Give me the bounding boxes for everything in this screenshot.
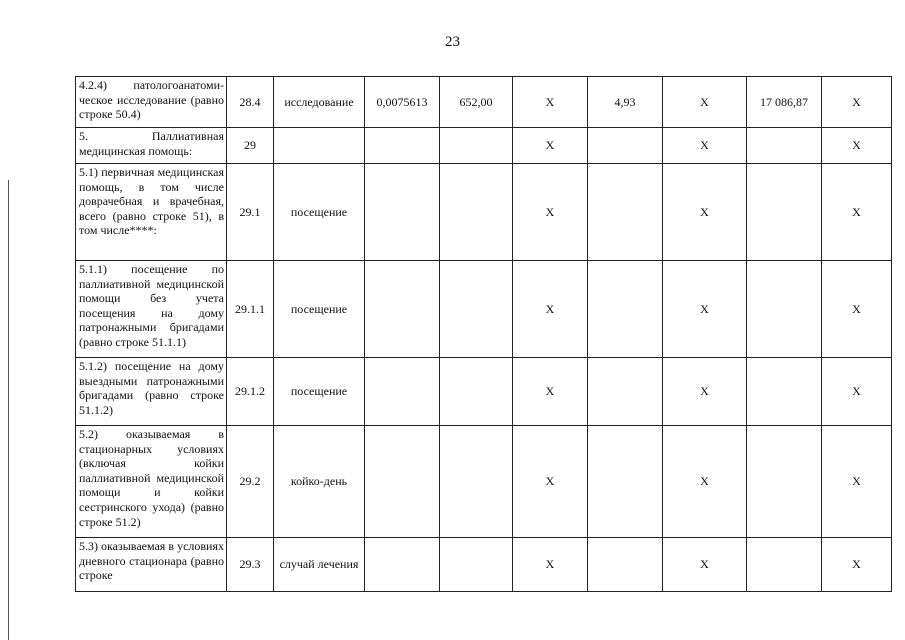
row-code: 29.3 — [227, 538, 274, 592]
cell-col5: 652,00 — [440, 77, 513, 128]
cell-col6: X — [513, 77, 588, 128]
cell-col4 — [365, 261, 440, 358]
row-name: 5.1) первичная медицинская помощь, в том числе доврачебная и врачебная, всего (равно строке 51), в том числе****: — [76, 164, 227, 261]
cell-col6: X — [513, 164, 588, 261]
cell-col7 — [588, 128, 663, 164]
table-body — [76, 77, 892, 592]
cell-col8: X — [663, 358, 747, 426]
row-code: 29.1.1 — [227, 261, 274, 358]
row-unit: посещение — [274, 261, 365, 358]
row-name: 5.1.2) посещение на дому выездными патронажными бригадами (равно строке 51.1.2) — [76, 358, 227, 426]
cell-col8: X — [663, 261, 747, 358]
table-row — [76, 164, 892, 261]
cell-col8: X — [663, 77, 747, 128]
row-unit: случай лечения — [274, 538, 365, 592]
row-name: 5.3) оказываемая в условиях дневного стационара (равно строке — [76, 538, 227, 592]
cell-col5 — [440, 358, 513, 426]
cell-col5 — [440, 261, 513, 358]
cell-col4 — [365, 164, 440, 261]
cell-col7 — [588, 538, 663, 592]
cell-col10: X — [822, 538, 892, 592]
table-row — [76, 538, 892, 592]
tariff-table — [75, 76, 892, 592]
cell-col10: X — [822, 128, 892, 164]
cell-col5 — [440, 426, 513, 538]
cell-col7: 4,93 — [588, 77, 663, 128]
cell-col7 — [588, 261, 663, 358]
cell-col10: X — [822, 77, 892, 128]
cell-col7 — [588, 426, 663, 538]
cell-col10: X — [822, 358, 892, 426]
cell-col8: X — [663, 426, 747, 538]
row-unit: посещение — [274, 164, 365, 261]
row-name: 5. Паллиативная медицинская помощь: — [76, 128, 227, 164]
cell-col8: X — [663, 128, 747, 164]
cell-col9 — [747, 358, 822, 426]
cell-col4 — [365, 358, 440, 426]
cell-col9 — [747, 426, 822, 538]
cell-col10: X — [822, 261, 892, 358]
cell-col6: X — [513, 128, 588, 164]
row-unit: койко-день — [274, 426, 365, 538]
margin-rule — [8, 180, 9, 640]
cell-col9 — [747, 128, 822, 164]
cell-col9: 17 086,87 — [747, 77, 822, 128]
cell-col6: X — [513, 538, 588, 592]
cell-col6: X — [513, 358, 588, 426]
cell-col9 — [747, 261, 822, 358]
table-row — [76, 426, 892, 538]
cell-col4 — [365, 538, 440, 592]
table-row — [76, 358, 892, 426]
row-code: 29.1 — [227, 164, 274, 261]
page-number: 23 — [445, 34, 460, 50]
cell-col8: X — [663, 538, 747, 592]
cell-col6: X — [513, 261, 588, 358]
cell-col5 — [440, 164, 513, 261]
cell-col7 — [588, 164, 663, 261]
row-unit — [274, 128, 365, 164]
row-name: 4.2.4) патологоанатоми-ческое исследование (равно строке 50.4) — [76, 77, 227, 128]
row-code: 28.4 — [227, 77, 274, 128]
cell-col4 — [365, 426, 440, 538]
table-row — [76, 261, 892, 358]
cell-col5 — [440, 538, 513, 592]
row-code: 29.2 — [227, 426, 274, 538]
row-code: 29.1.2 — [227, 358, 274, 426]
table-row — [76, 128, 892, 164]
cell-col9 — [747, 164, 822, 261]
table-row — [76, 77, 892, 128]
row-name: 5.1.1) посещение по паллиативной медицинской помощи без учета посещения на дому патронажными бригадами (равно строке 51.1.1) — [76, 261, 227, 358]
cell-col9 — [747, 538, 822, 592]
row-code: 29 — [227, 128, 274, 164]
cell-col7 — [588, 358, 663, 426]
cell-col8: X — [663, 164, 747, 261]
row-name: 5.2) оказываемая в стационарных условиях (включая койки паллиативной медицинской помощи и койки сестринского ухода) (равно строке 51.2) — [76, 426, 227, 538]
cell-col4: 0,0075613 — [365, 77, 440, 128]
row-unit: посещение — [274, 358, 365, 426]
cell-col10: X — [822, 426, 892, 538]
cell-col10: X — [822, 164, 892, 261]
cell-col4 — [365, 128, 440, 164]
row-unit: исследование — [274, 77, 365, 128]
cell-col6: X — [513, 426, 588, 538]
cell-col5 — [440, 128, 513, 164]
